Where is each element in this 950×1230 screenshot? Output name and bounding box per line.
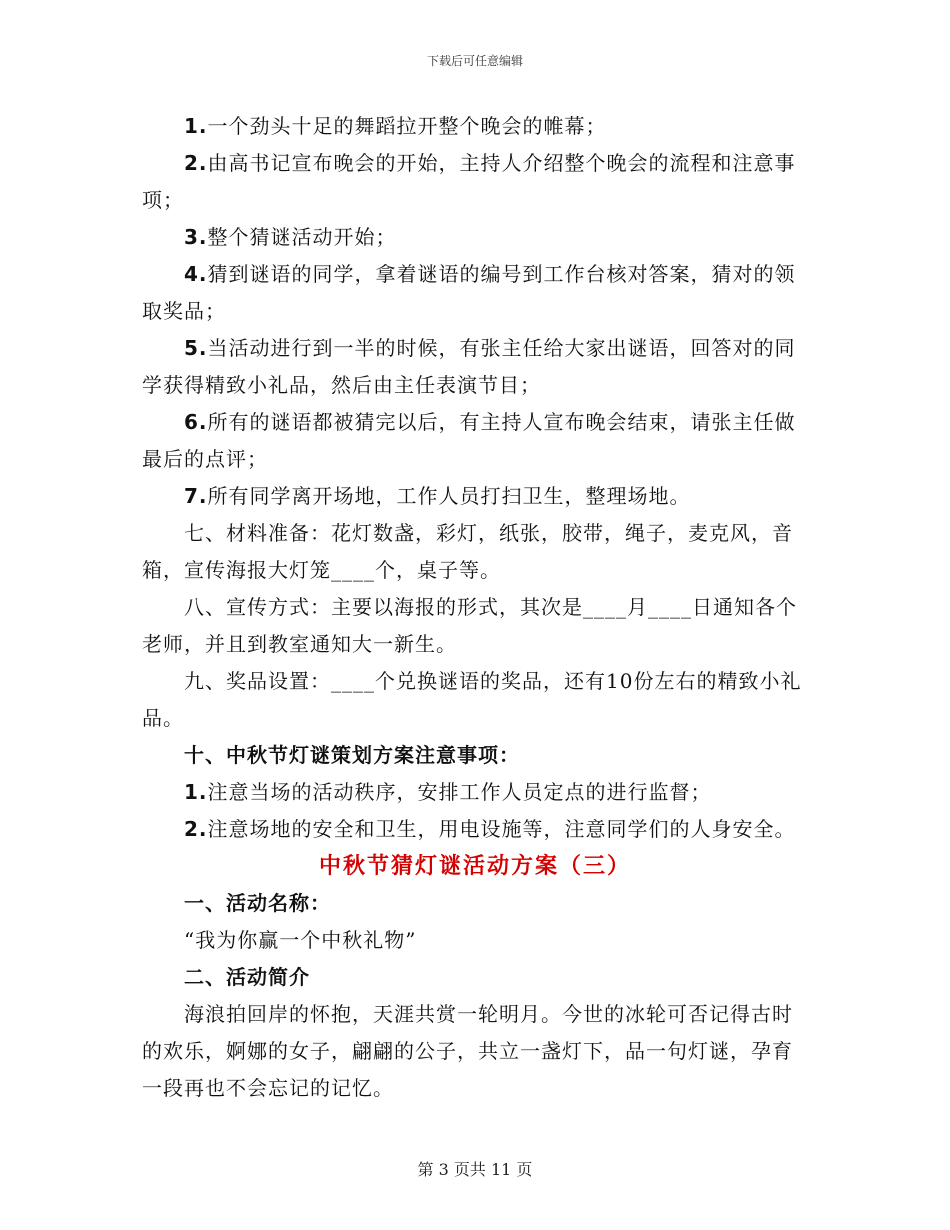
- list-item: [142, 478, 808, 515]
- activity-name-quote: “我为你赢一个中秋礼物”: [184, 928, 417, 952]
- list-text: 整个猜谜活动开始；: [207, 225, 397, 249]
- list-number: 4.: [184, 262, 208, 286]
- list-item: [142, 774, 808, 811]
- list-number: 2.: [184, 817, 208, 841]
- section-label: 八、: [184, 595, 226, 619]
- list-number: 1.: [184, 114, 208, 138]
- section-materials: [142, 515, 808, 589]
- section-title: 中秋节猜灯谜活动方案（三）: [318, 854, 631, 879]
- list-number: 2.: [184, 151, 208, 175]
- activity-name-heading: 一、活动名称：: [184, 891, 331, 915]
- list-text: 猜到谜语的同学，拿着谜语的编号到工作台核对答案，猜对的领取奖品；: [142, 262, 796, 323]
- section-label: 七、: [184, 521, 226, 545]
- list-item: [142, 404, 808, 478]
- list-text: 当活动进行到一半的时候，有张主任给大家出谜语，回答对的同学获得精致小礼品，然后由主任表演节目；: [142, 336, 796, 397]
- activity-intro-heading: 二、活动简介: [184, 965, 310, 989]
- section-text: 奖品设置：____个兑换谜语的奖品，还有10份左右的精致小礼品。: [142, 669, 802, 730]
- list-item: [142, 811, 808, 848]
- section-notes-heading: 十、中秋节灯谜策划方案注意事项：: [184, 743, 520, 767]
- section-prizes: [142, 663, 808, 737]
- list-number: 7.: [184, 484, 208, 508]
- section-publicity: [142, 589, 808, 663]
- list-item: [142, 145, 808, 219]
- list-number: 5.: [184, 336, 208, 360]
- list-text: 所有同学离开场地，工作人员打扫卫生，整理场地。: [207, 484, 691, 508]
- list-number: 6.: [184, 410, 208, 434]
- list-number: 3.: [184, 225, 208, 249]
- activity-intro-text: 海浪拍回岸的怀抱，天涯共赏一轮明月。今世的冰轮可否记得古时的欢乐，婀娜的女子，翩翩的公子，共立一盏灯下，品一句灯谜，孕育一段再也不会忘记的记忆。: [142, 1002, 793, 1100]
- page-footer: 第 3 页共 11 页: [417, 1160, 533, 1179]
- list-item: [142, 108, 808, 145]
- document-body: [142, 108, 808, 1107]
- section-text: 材料准备：花灯数盏，彩灯，纸张，胶带，绳子，麦克风，音箱，宣传海报大灯笼____个，桌子等。: [142, 521, 793, 582]
- list-item: [142, 256, 808, 330]
- list-text: 注意场地的安全和卫生，用电设施等，注意同学们的人身安全。: [207, 817, 796, 841]
- section-label: 九、: [184, 669, 226, 693]
- list-text: 一个劲头十足的舞蹈拉开整个晚会的帷幕；: [207, 114, 607, 138]
- list-text: 注意当场的活动秩序，安排工作人员定点的进行监督；: [207, 780, 712, 804]
- list-text: 所有的谜语都被猜完以后，有主持人宣布晚会结束，请张主任做最后的点评；: [142, 410, 796, 471]
- list-number: 1.: [184, 780, 208, 804]
- page-header: 下载后可任意编辑: [426, 54, 523, 68]
- list-item: [142, 330, 808, 404]
- list-item: [142, 219, 808, 256]
- section-text: 宣传方式：主要以海报的形式，其次是____月____日通知各个老师，并且到教室通知大一新生。: [142, 595, 797, 656]
- list-text: 由高书记宣布晚会的开始，主持人介绍整个晚会的流程和注意事项；: [142, 151, 796, 212]
